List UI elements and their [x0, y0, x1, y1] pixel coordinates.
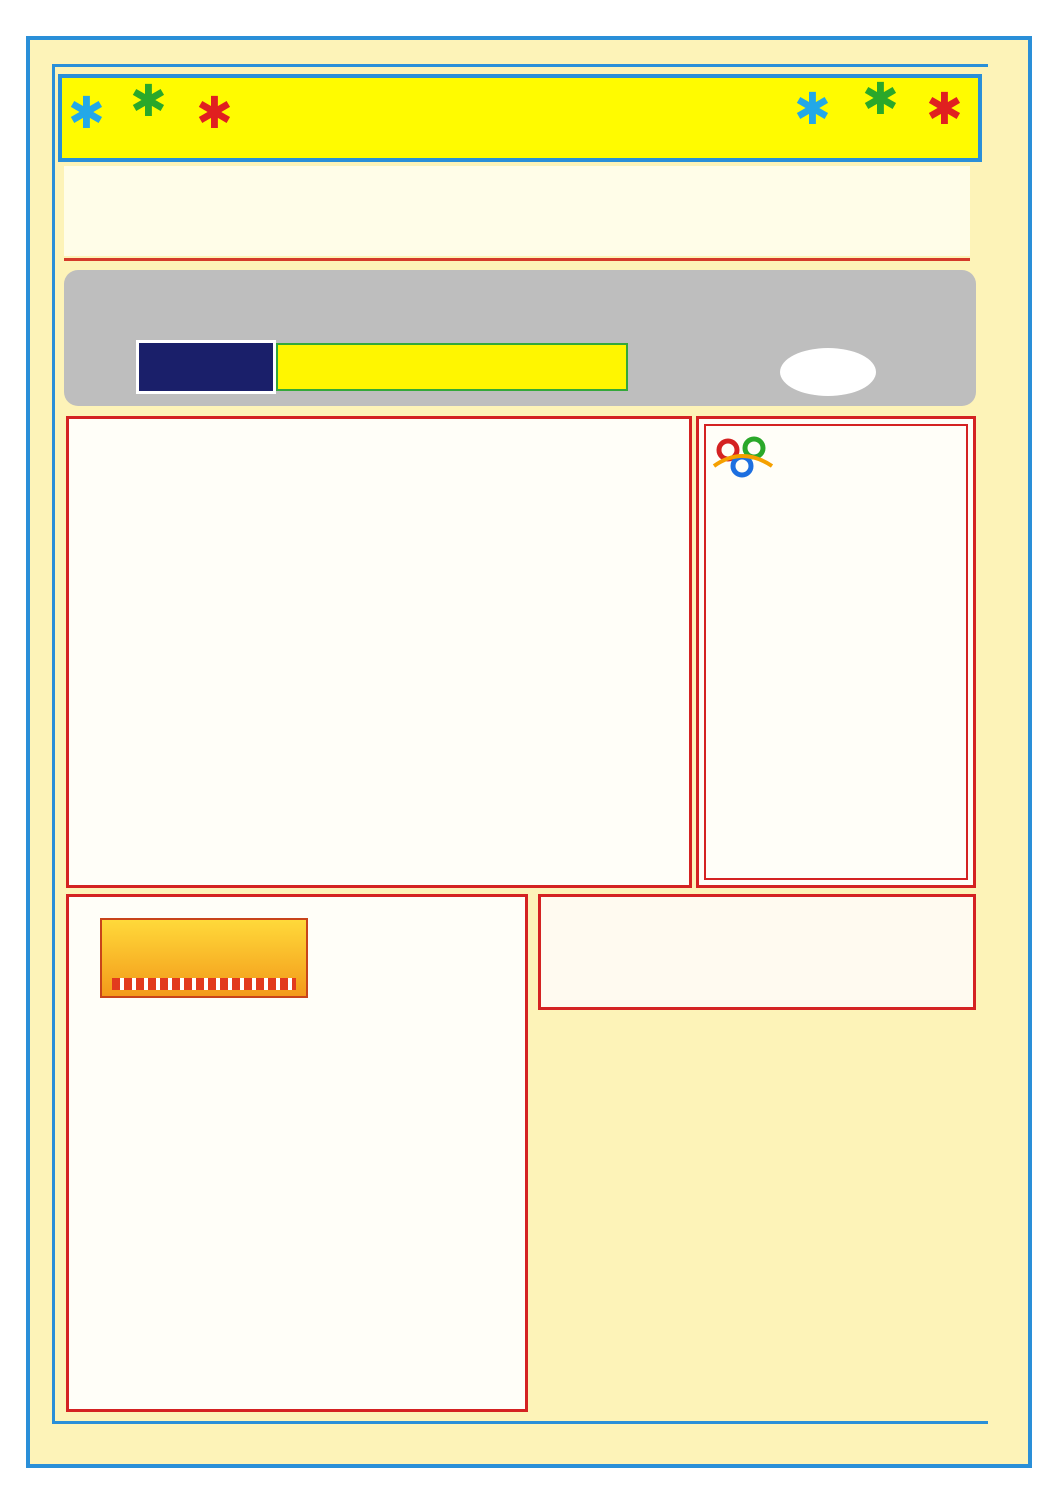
poem-tag — [136, 340, 276, 394]
big-verse-panel — [538, 894, 976, 1010]
asterisk-icon: ✱ — [68, 88, 105, 139]
asterisk-icon: ✱ — [862, 74, 899, 125]
asterisk-icon: ✱ — [926, 84, 963, 135]
atv-inner-border — [704, 424, 968, 880]
humor-decoration — [112, 978, 296, 990]
atv-logo-icon — [708, 428, 778, 490]
asterisk-icon: ✱ — [794, 84, 831, 135]
password-value — [780, 348, 876, 396]
asterisk-icon: ✱ — [196, 88, 233, 139]
asterisk-icon: ✱ — [130, 76, 167, 127]
riddle-panel — [66, 416, 692, 888]
divider — [64, 258, 970, 261]
poem-text — [276, 343, 628, 391]
prediction-panel — [64, 166, 970, 256]
